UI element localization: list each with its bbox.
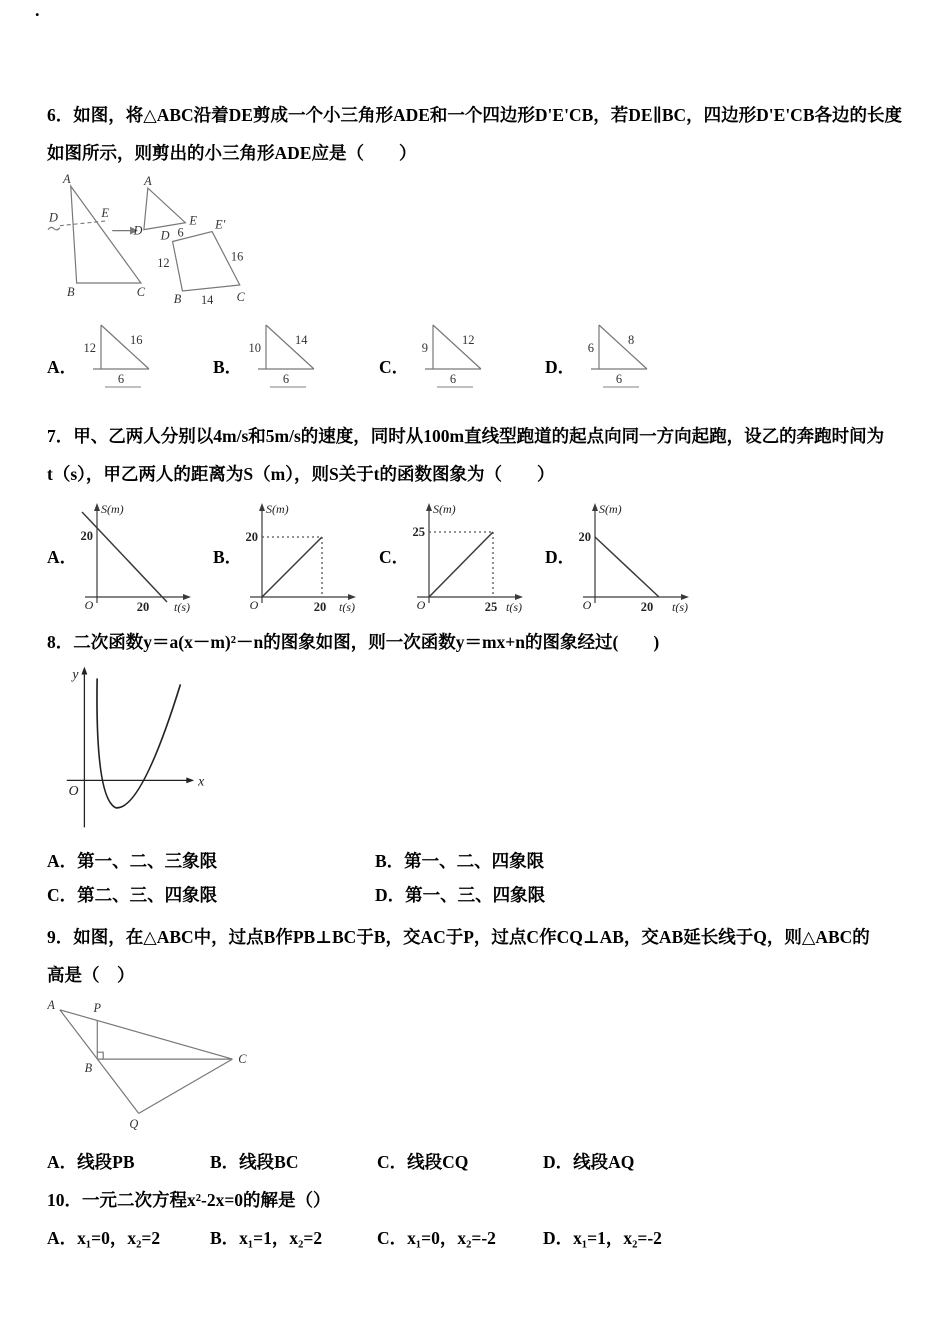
vertex-b-label: B [84, 1060, 93, 1075]
hyp-side-label: 12 [462, 333, 475, 347]
x-axis-label: t(s) [174, 600, 191, 613]
option-d-label: D． [545, 546, 576, 567]
q10-option-c: C．x₁=0，x₂=-2 [377, 1228, 496, 1248]
q9-option-c: C．线段CQ [377, 1152, 469, 1172]
left-side-label: 10 [248, 341, 262, 355]
side-14-label: 14 [200, 292, 214, 307]
x-tick-label: 20 [640, 600, 654, 613]
q7-option-b [213, 499, 379, 613]
option-c-label: C． [379, 357, 410, 377]
q6-option-b [213, 319, 379, 393]
question-8-figure [55, 663, 910, 840]
x-tick-label: 20 [313, 600, 327, 613]
q8-option-b: B．第一、二、四象限 [375, 851, 545, 871]
q7-graph-c [409, 499, 529, 613]
question-6-options [47, 319, 910, 393]
question-6 [47, 96, 910, 393]
cut-mark [48, 227, 60, 230]
vertex-c3-label: C [236, 289, 245, 304]
y-axis-label: S(m) [101, 502, 124, 516]
q8-option-d: D．第一、三、四象限 [375, 885, 546, 905]
x-axis-label: t(s) [339, 600, 356, 613]
vertex-c-label: C [136, 284, 146, 299]
base-side-label: 6 [283, 372, 290, 386]
q7-option-c [379, 499, 545, 613]
base-side-label: 6 [118, 372, 125, 386]
vertex-p-label: P [93, 1000, 102, 1015]
origin-label: O [249, 598, 259, 612]
question-6-text-line1: 6．如图，将△ABC沿着DE剪成一个小三角形ADE和一个四边形D'E'CB，若DE∥BC，四边形D'E'CB各边的长度 [47, 105, 902, 125]
y-axis-label: S(m) [266, 502, 289, 516]
origin-label: O [416, 598, 426, 612]
vertex-e2-label: E [189, 213, 197, 228]
q7-graph-a [77, 499, 197, 613]
q8-option-a: A．第一、二、三象限 [47, 851, 218, 871]
origin-label: O [68, 783, 79, 799]
question-9-options [47, 1143, 910, 1181]
q8-option-c: C．第二、三、四象限 [47, 885, 218, 905]
y-tick-label: 20 [80, 529, 94, 543]
side-6-label: 6 [177, 225, 184, 240]
vertex-e3-label: E' [215, 217, 226, 232]
vertex-q-label: Q [129, 1117, 139, 1132]
hyp-side-label: 14 [295, 333, 308, 347]
q7-graph-d [575, 499, 695, 613]
base-side-label: 6 [616, 372, 623, 386]
option-d-triangle-figure [575, 319, 675, 393]
x-tick-label: 20 [136, 600, 150, 613]
question-6-text-line2: 如图所示，则剪出的小三角形ADE应是（ ） [47, 143, 417, 163]
x-axis-label: t(s) [672, 600, 689, 613]
vertex-a2-label: A [144, 174, 152, 189]
origin-label: O [582, 598, 592, 612]
q7-option-d [545, 499, 711, 613]
triangle-heights-figure [47, 996, 259, 1136]
y-tick-label: 20 [245, 530, 259, 544]
vertex-d2-label: D [133, 223, 143, 238]
q6-option-d [545, 319, 711, 393]
small-triangle-ade [144, 188, 186, 230]
option-a-label: A． [47, 546, 78, 567]
quadrilateral-decb [173, 232, 240, 291]
option-b-triangle-figure [242, 319, 342, 393]
question-8-text: 8．二次函数y＝a(x－m)²－n的图象如图，则一次函数y＝mx+n的图象经过( ) [47, 632, 660, 652]
right-angle-mark [97, 1052, 103, 1059]
q10-option-b: B．x₁=1，x₂=2 [210, 1228, 323, 1248]
parabola-figure [55, 663, 251, 835]
question-9-text-line1: 9．如图，在△ABC中，过点B作PB⊥BC于B，交AC于P，过点C作CQ⊥AB，交AB延长线于Q，则△ABC的 [47, 927, 870, 947]
x-axis-label: x [198, 773, 205, 789]
hyp-side-label: 16 [130, 333, 143, 347]
y-axis-label: S(m) [599, 502, 622, 516]
q6-option-a [47, 319, 213, 393]
vertex-d-label: D [48, 210, 58, 225]
q9-option-a: A．线段PB [47, 1152, 135, 1172]
option-a-label: A． [47, 357, 78, 377]
hyp-side-label: 8 [628, 333, 635, 347]
y-tick-label: 20 [578, 530, 592, 544]
y-axis-label: S(m) [433, 502, 456, 516]
q9-option-d: D．线段AQ [543, 1152, 635, 1172]
question-9 [47, 918, 910, 1181]
left-side-label: 9 [421, 341, 429, 355]
question-9-text-line2: 高是（ ） [47, 965, 135, 985]
vertex-b3-label: B [173, 291, 182, 306]
origin-label: O [84, 598, 94, 612]
vertex-d3-label: D [160, 228, 170, 243]
vertex-c-label: C [238, 1052, 247, 1067]
y-tick-label: 25 [412, 525, 426, 539]
q7-graph-b [242, 499, 362, 613]
q7-option-a [47, 499, 213, 613]
base-side-label: 6 [450, 372, 457, 386]
side-12-label: 12 [157, 256, 170, 271]
triangle-cut-figure [47, 174, 309, 308]
question-7-options [47, 499, 910, 613]
question-7 [47, 417, 910, 613]
question-10 [47, 1181, 910, 1257]
question-6-figure [47, 174, 910, 313]
side-16-label: 16 [230, 249, 244, 264]
left-side-label: 12 [83, 341, 97, 355]
y-axis-label: y [72, 666, 79, 682]
q9-option-b: B．线段BC [210, 1152, 299, 1172]
option-b-label: B． [213, 546, 243, 567]
q6-option-c [379, 319, 545, 393]
vertex-a-label: A [47, 997, 55, 1012]
question-8 [47, 623, 910, 912]
question-7-text-line2: t（s），甲乙两人的距离为S（m），则S关于t的函数图象为（ ） [47, 464, 555, 484]
q10-option-a: A．x₁=0，x₂=2 [47, 1228, 161, 1248]
cut-line-de [60, 221, 108, 226]
question-8-options [47, 844, 910, 912]
x-axis-label: t(s) [506, 600, 523, 613]
vertex-e-label: E [101, 205, 109, 220]
x-tick-label: 25 [484, 600, 498, 613]
option-b-label: B． [213, 357, 243, 377]
question-10-options [47, 1219, 910, 1257]
large-triangle [71, 186, 141, 283]
option-a-triangle-figure [77, 319, 177, 393]
left-side-label: 6 [587, 341, 595, 355]
stray-mark: . [35, 0, 40, 20]
vertex-a-label: A [63, 174, 71, 187]
vertex-b-label: B [66, 284, 75, 299]
question-9-figure [47, 996, 910, 1141]
option-d-label: D． [545, 357, 576, 377]
option-c-label: C． [379, 546, 410, 567]
question-7-text-line1: 7．甲、乙两人分别以4m/s和5m/s的速度，同时从100m直线型跑道的起点向同一方向起跑，设乙的奔跑时间为 [47, 426, 885, 446]
option-c-triangle-figure [409, 319, 509, 393]
question-10-text: 10．一元二次方程x²-2x=0的解是（） [47, 1190, 331, 1210]
q10-option-d: D．x₁=1，x₂=-2 [543, 1228, 662, 1248]
